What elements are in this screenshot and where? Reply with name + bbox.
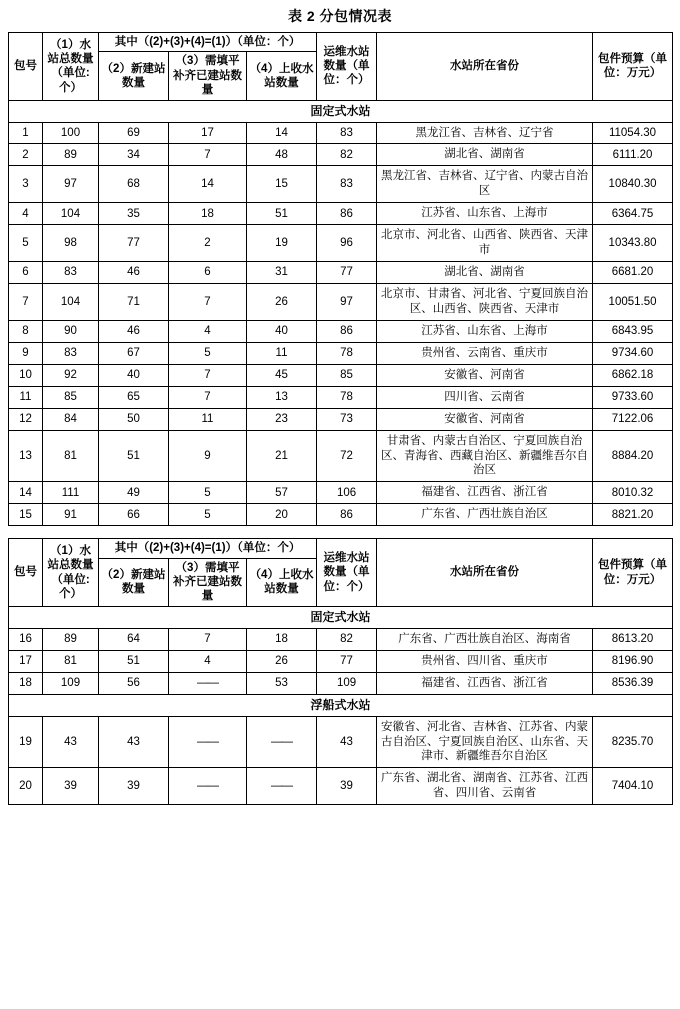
page-title: 表 2 分包情况表: [287, 8, 393, 24]
cell-new: 71: [99, 284, 169, 321]
cell-total: 100: [43, 122, 99, 144]
cell-new: 40: [99, 364, 169, 386]
cell-package-no: 19: [9, 716, 43, 768]
cell-total: 111: [43, 482, 99, 504]
cell-package-no: 1: [9, 122, 43, 144]
cell-budget: 8821.20: [593, 504, 673, 526]
cell-up: ——: [247, 716, 317, 768]
cell-provinces: 江苏省、山东省、上海市: [377, 203, 593, 225]
cell-fill: 5: [169, 504, 247, 526]
cell-ops: 77: [317, 262, 377, 284]
cell-fill: ——: [169, 716, 247, 768]
cell-provinces: 贵州省、四川省、重庆市: [377, 650, 593, 672]
cell-up: 31: [247, 262, 317, 284]
section-header-row: [9, 606, 673, 628]
cell-total: 85: [43, 386, 99, 408]
cell-total: 109: [43, 672, 99, 694]
cell-provinces: 广东省、广西壮族自治区: [377, 504, 593, 526]
cell-fill: 4: [169, 320, 247, 342]
header-fill-stations: （3）需填平补齐已建站数量: [169, 52, 247, 100]
package-table-part1: [8, 32, 673, 526]
cell-new: 39: [99, 768, 169, 805]
header-acquire-stations: （4）上收水站数量: [247, 558, 317, 606]
cell-budget: 6364.75: [593, 203, 673, 225]
cell-package-no: 5: [9, 225, 43, 262]
cell-ops: 83: [317, 166, 377, 203]
cell-total: 89: [43, 628, 99, 650]
cell-up: 15: [247, 166, 317, 203]
header-provinces: 水站所在省份: [377, 539, 593, 607]
cell-package-no: 7: [9, 284, 43, 321]
cell-package-no: 11: [9, 386, 43, 408]
cell-ops: 106: [317, 482, 377, 504]
cell-budget: 10840.30: [593, 166, 673, 203]
table-header-row: [9, 539, 673, 558]
table-body-part2: [9, 606, 673, 805]
cell-ops: 85: [317, 364, 377, 386]
cell-package-no: 9: [9, 342, 43, 364]
table-row: [9, 225, 673, 262]
cell-ops: 97: [317, 284, 377, 321]
cell-ops: 78: [317, 342, 377, 364]
header-budget: 包件预算（单位：万元）: [593, 33, 673, 101]
cell-budget: 9733.60: [593, 386, 673, 408]
cell-new: 68: [99, 166, 169, 203]
header-budget: 包件预算（单位：万元）: [593, 539, 673, 607]
cell-package-no: 10: [9, 364, 43, 386]
cell-provinces: 安徽省、河南省: [377, 408, 593, 430]
cell-fill: ——: [169, 672, 247, 694]
cell-provinces: 黑龙江省、吉林省、辽宁省、内蒙古自治区: [377, 166, 593, 203]
cell-provinces: 广东省、湖北省、湖南省、江苏省、江西省、四川省、云南省: [377, 768, 593, 805]
cell-provinces: 江苏省、山东省、上海市: [377, 320, 593, 342]
cell-up: 57: [247, 482, 317, 504]
cell-total: 97: [43, 166, 99, 203]
cell-fill: 6: [169, 262, 247, 284]
table-row: [9, 672, 673, 694]
cell-package-no: 3: [9, 166, 43, 203]
cell-fill: 5: [169, 342, 247, 364]
cell-fill: 4: [169, 650, 247, 672]
cell-up: 21: [247, 430, 317, 482]
cell-fill: 14: [169, 166, 247, 203]
table-row: [9, 650, 673, 672]
table-header-row: [9, 33, 673, 52]
table-row: [9, 408, 673, 430]
cell-package-no: 17: [9, 650, 43, 672]
cell-fill: 7: [169, 386, 247, 408]
header-new-stations: （2）新建站数量: [99, 558, 169, 606]
cell-ops: 43: [317, 716, 377, 768]
cell-new: 67: [99, 342, 169, 364]
table-row: [9, 203, 673, 225]
cell-new: 56: [99, 672, 169, 694]
cell-up: 18: [247, 628, 317, 650]
cell-budget: 7122.06: [593, 408, 673, 430]
table-row: [9, 144, 673, 166]
cell-provinces: 四川省、云南省: [377, 386, 593, 408]
cell-up: 51: [247, 203, 317, 225]
cell-up: 13: [247, 386, 317, 408]
cell-new: 66: [99, 504, 169, 526]
cell-up: 20: [247, 504, 317, 526]
cell-up: 23: [247, 408, 317, 430]
cell-ops: 77: [317, 650, 377, 672]
cell-provinces: 甘肃省、内蒙古自治区、宁夏回族自治区、青海省、西藏自治区、新疆维吾尔自治区: [377, 430, 593, 482]
cell-fill: 7: [169, 364, 247, 386]
header-new-stations: （2）新建站数量: [99, 52, 169, 100]
table-row: [9, 430, 673, 482]
cell-total: 91: [43, 504, 99, 526]
cell-new: 51: [99, 650, 169, 672]
cell-up: 40: [247, 320, 317, 342]
header-fill-stations: （3）需填平补齐已建站数量: [169, 558, 247, 606]
header-acquire-stations: （4）上收水站数量: [247, 52, 317, 100]
cell-total: 83: [43, 342, 99, 364]
cell-budget: 8196.90: [593, 650, 673, 672]
table-row: [9, 482, 673, 504]
cell-total: 43: [43, 716, 99, 768]
cell-new: 77: [99, 225, 169, 262]
cell-total: 81: [43, 430, 99, 482]
cell-total: 90: [43, 320, 99, 342]
cell-budget: 8536.39: [593, 672, 673, 694]
cell-fill: 2: [169, 225, 247, 262]
cell-budget: 6681.20: [593, 262, 673, 284]
cell-new: 64: [99, 628, 169, 650]
table-row: [9, 166, 673, 203]
cell-total: 81: [43, 650, 99, 672]
cell-provinces: 北京市、河北省、山西省、陕西省、天津市: [377, 225, 593, 262]
table-row: [9, 386, 673, 408]
cell-new: 65: [99, 386, 169, 408]
cell-budget: 10343.80: [593, 225, 673, 262]
cell-total: 83: [43, 262, 99, 284]
cell-package-no: 15: [9, 504, 43, 526]
cell-package-no: 14: [9, 482, 43, 504]
section-label: 浮船式水站: [9, 694, 673, 716]
cell-fill: 11: [169, 408, 247, 430]
cell-budget: 6843.95: [593, 320, 673, 342]
cell-fill: 17: [169, 122, 247, 144]
cell-package-no: 20: [9, 768, 43, 805]
cell-package-no: 16: [9, 628, 43, 650]
cell-total: 84: [43, 408, 99, 430]
cell-total: 92: [43, 364, 99, 386]
cell-new: 46: [99, 320, 169, 342]
section-label: 固定式水站: [9, 606, 673, 628]
cell-up: ——: [247, 768, 317, 805]
cell-total: 98: [43, 225, 99, 262]
cell-fill: 18: [169, 203, 247, 225]
header-total-stations: （1）水站总数量（单位:个）: [43, 539, 99, 607]
table-row: [9, 504, 673, 526]
cell-budget: 8884.20: [593, 430, 673, 482]
cell-fill: ——: [169, 768, 247, 805]
cell-total: 89: [43, 144, 99, 166]
header-group-title: 其中（(2)+(3)+(4)=(1)）（单位：个）: [99, 539, 317, 558]
cell-fill: 9: [169, 430, 247, 482]
table-row: [9, 122, 673, 144]
document-page: [0, 6, 680, 805]
cell-package-no: 8: [9, 320, 43, 342]
cell-new: 34: [99, 144, 169, 166]
section-header-row: [9, 100, 673, 122]
table-row: [9, 628, 673, 650]
cell-provinces: 黑龙江省、吉林省、辽宁省: [377, 122, 593, 144]
cell-budget: 6111.20: [593, 144, 673, 166]
page-break-gap: [8, 526, 672, 529]
cell-budget: 8613.20: [593, 628, 673, 650]
cell-provinces: 广东省、广西壮族自治区、海南省: [377, 628, 593, 650]
table-body-part1: [9, 100, 673, 526]
cell-provinces: 安徽省、河南省: [377, 364, 593, 386]
cell-ops: 39: [317, 768, 377, 805]
cell-budget: 10051.50: [593, 284, 673, 321]
cell-ops: 78: [317, 386, 377, 408]
cell-ops: 109: [317, 672, 377, 694]
cell-up: 11: [247, 342, 317, 364]
table-row: [9, 320, 673, 342]
cell-budget: 11054.30: [593, 122, 673, 144]
section-label: 固定式水站: [9, 100, 673, 122]
cell-provinces: 湖北省、湖南省: [377, 262, 593, 284]
cell-package-no: 12: [9, 408, 43, 430]
cell-provinces: 湖北省、湖南省: [377, 144, 593, 166]
cell-total: 104: [43, 203, 99, 225]
cell-total: 39: [43, 768, 99, 805]
cell-ops: 73: [317, 408, 377, 430]
cell-new: 35: [99, 203, 169, 225]
table-row: [9, 716, 673, 768]
cell-fill: 7: [169, 628, 247, 650]
cell-new: 69: [99, 122, 169, 144]
header-ops-stations: 运维水站数量（单位：个）: [317, 539, 377, 607]
cell-budget: 6862.18: [593, 364, 673, 386]
table-row: [9, 768, 673, 805]
cell-up: 26: [247, 650, 317, 672]
cell-budget: 8235.70: [593, 716, 673, 768]
cell-fill: 7: [169, 144, 247, 166]
cell-up: 26: [247, 284, 317, 321]
cell-ops: 86: [317, 320, 377, 342]
cell-up: 48: [247, 144, 317, 166]
cell-new: 43: [99, 716, 169, 768]
table-row: [9, 284, 673, 321]
cell-fill: 5: [169, 482, 247, 504]
cell-ops: 82: [317, 628, 377, 650]
table-row: [9, 262, 673, 284]
header-total-stations: （1）水站总数量（单位:个）: [43, 33, 99, 101]
cell-up: 53: [247, 672, 317, 694]
cell-provinces: 福建省、江西省、浙江省: [377, 672, 593, 694]
header-package-no: 包号: [9, 33, 43, 101]
cell-new: 50: [99, 408, 169, 430]
cell-ops: 83: [317, 122, 377, 144]
cell-budget: 9734.60: [593, 342, 673, 364]
package-table-part2: [8, 538, 673, 805]
cell-budget: 7404.10: [593, 768, 673, 805]
cell-ops: 96: [317, 225, 377, 262]
cell-total: 104: [43, 284, 99, 321]
header-ops-stations: 运维水站数量（单位：个）: [317, 33, 377, 101]
section-header-row: [9, 694, 673, 716]
cell-up: 45: [247, 364, 317, 386]
cell-package-no: 4: [9, 203, 43, 225]
cell-new: 49: [99, 482, 169, 504]
cell-package-no: 18: [9, 672, 43, 694]
header-group-title: 其中（(2)+(3)+(4)=(1)）（单位：个）: [99, 33, 317, 52]
table-row: [9, 342, 673, 364]
cell-up: 19: [247, 225, 317, 262]
cell-new: 46: [99, 262, 169, 284]
cell-package-no: 13: [9, 430, 43, 482]
cell-ops: 82: [317, 144, 377, 166]
cell-package-no: 6: [9, 262, 43, 284]
cell-package-no: 2: [9, 144, 43, 166]
cell-new: 51: [99, 430, 169, 482]
table-row: [9, 364, 673, 386]
cell-provinces: 北京市、甘肃省、河北省、宁夏回族自治区、山西省、陕西省、天津市: [377, 284, 593, 321]
cell-fill: 7: [169, 284, 247, 321]
cell-up: 14: [247, 122, 317, 144]
cell-provinces: 安徽省、河北省、吉林省、江苏省、内蒙古自治区、宁夏回族自治区、山东省、天津市、新疆维吾尔自治区: [377, 716, 593, 768]
cell-ops: 86: [317, 203, 377, 225]
cell-provinces: 贵州省、云南省、重庆市: [377, 342, 593, 364]
header-provinces: 水站所在省份: [377, 33, 593, 101]
cell-ops: 72: [317, 430, 377, 482]
cell-provinces: 福建省、江西省、浙江省: [377, 482, 593, 504]
cell-budget: 8010.32: [593, 482, 673, 504]
cell-ops: 86: [317, 504, 377, 526]
header-package-no: 包号: [9, 539, 43, 607]
